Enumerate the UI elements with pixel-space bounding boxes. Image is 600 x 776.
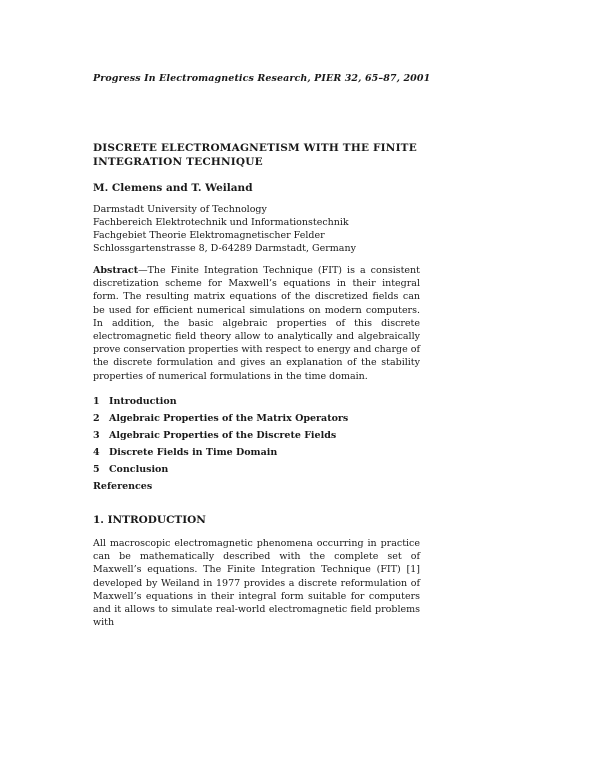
abstract <box>93 264 420 383</box>
running-head: Progress In Electromagnetics Research, PIER 32, 65–87, 2001 <box>93 73 431 84</box>
toc-item-references[interactable] <box>93 478 423 495</box>
toc-number: 1 <box>93 396 100 407</box>
toc-item-introduction[interactable] <box>93 393 423 410</box>
affiliation-line: Schlossgartenstrasse 8, D-64289 Darmstadt, Germany <box>93 243 356 254</box>
toc-label: Discrete Fields in Time Domain <box>109 447 278 458</box>
toc-label: Algebraic Properties of the Matrix Operators <box>109 413 349 424</box>
affiliation-line: Darmstadt University of Technology <box>93 204 267 215</box>
authors: M. Clemens and T. Weiland <box>93 182 253 194</box>
toc-item-matrix-operators[interactable] <box>93 410 423 427</box>
toc-number: 3 <box>93 430 100 441</box>
abstract-label: Abstract <box>93 265 139 276</box>
toc-label: Algebraic Properties of the Discrete Fields <box>109 430 337 441</box>
toc-number: 5 <box>93 464 100 475</box>
toc-label: Introduction <box>109 396 177 407</box>
toc-number: 2 <box>93 413 100 424</box>
toc-item-time-domain[interactable] <box>93 444 423 461</box>
toc-number: 4 <box>93 447 100 458</box>
toc-item-discrete-fields[interactable] <box>93 427 423 444</box>
affiliation-line: Fachgebiet Theorie Elektromagnetischer Felder <box>93 230 325 241</box>
toc-label: References <box>93 481 153 492</box>
toc-item-conclusion[interactable] <box>93 461 423 478</box>
affiliation-line: Fachbereich Elektrotechnik und Informationstechnik <box>93 217 349 228</box>
abstract-text: —The Finite Integration Technique (FIT) is a consistent discretization scheme for Maxwell’s equations in their integral form. The resulting matrix equations of the discretized fields can be used for efficient numerical simulations on modern computers. In addition, the basic algebraic properties of this discrete electromagnetic field theory allow to analytically and algebraically prove conservation properties with respect to energy and charge of the discrete formulation and gives an explanation of the stability properties of numerical formulations in the time domain. <box>93 265 420 382</box>
table-of-contents <box>93 393 423 495</box>
section-body-text: All macroscopic electromagnetic phenomena occurring in practice can be mathematically described with the complete set of Maxwell’s equations. The Finite Integration Technique (FIT) [1] developed by Weiland in 1977 provides a discrete reformulation of Maxwell’s equations in their integral form suitable for computers and it allows to simulate real-world electromagnetic field problems with <box>93 538 420 629</box>
section-heading: 1. INTRODUCTION <box>93 514 206 526</box>
paper-title: DISCRETE ELECTROMAGNETISM WITH THE FINITE INTEGRATION TECHNIQUE <box>93 142 417 168</box>
toc-label: Conclusion <box>109 464 169 475</box>
affiliation <box>93 203 413 255</box>
